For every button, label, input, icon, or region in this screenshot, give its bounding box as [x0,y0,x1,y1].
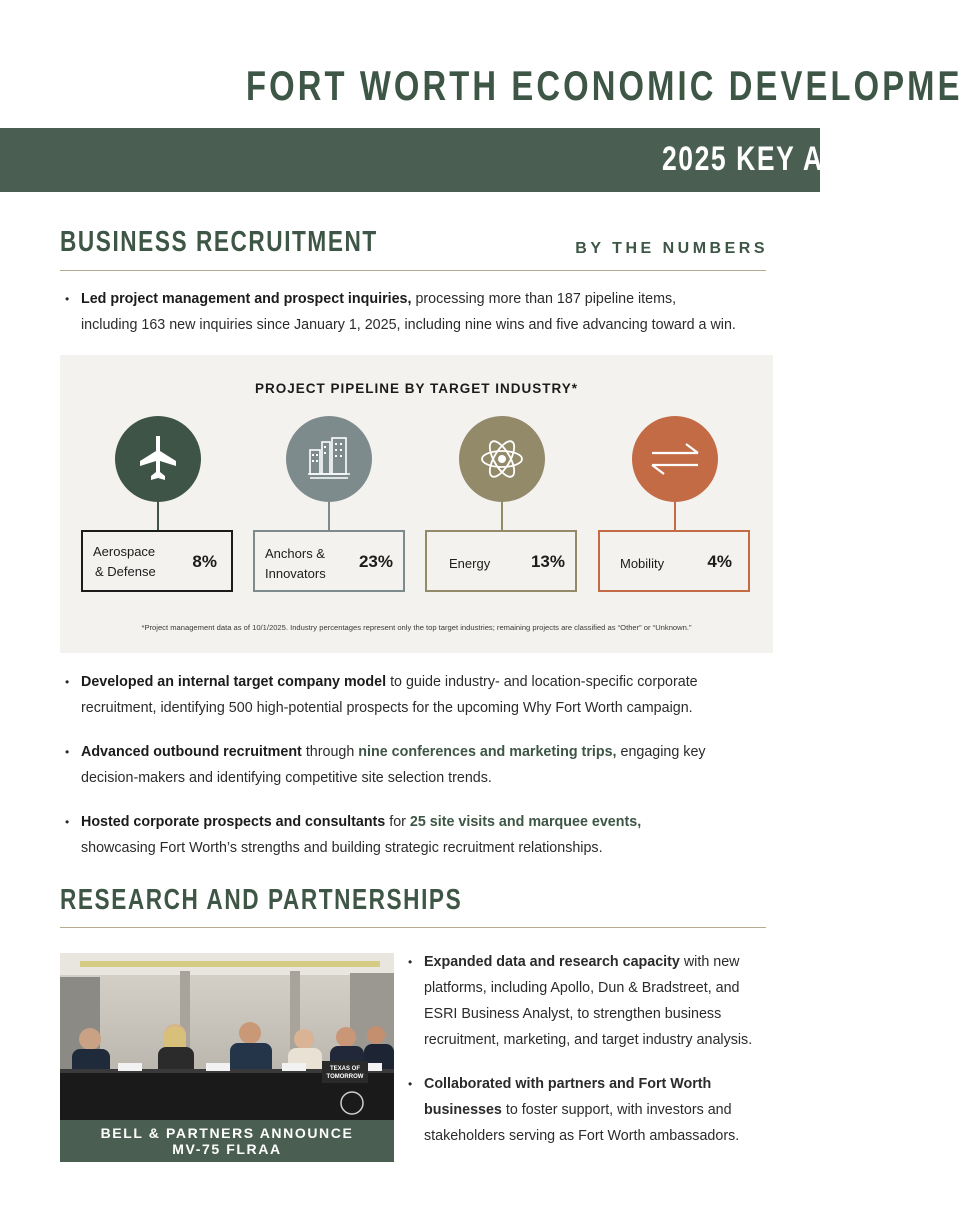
pipeline-footnote: *Project management data as of 10/1/2025. Industry percentages represent only the top target industries; remaining projects are classified as “Other” or “Unknown.” [141,623,692,632]
bullet-data-research: • Expanded data and research capacity with new platforms, including Apollo, Dun & Bradstreet, and ESRI Business Analyst, to strengthen business recruitment, marketing, and target industry analysis. [424,949,769,1053]
energy-card [425,530,577,592]
anchors-value: 23% [358,552,393,571]
business-recruitment-heading: BUSINESS RECRUITMENT [60,226,378,258]
section-divider [60,270,766,271]
by-the-numbers-label: BY THE NUMBERS [575,240,768,257]
pipeline-title: PROJECT PIPELINE BY TARGET INDUSTRY* [254,381,579,396]
energy-label: Energy [449,556,491,571]
aerospace-label: Aerospace & Defense [93,544,156,579]
mobility-stem [674,502,676,530]
mobility-label: Mobility [620,556,665,571]
mobility-card [598,530,750,592]
anchors-stem [328,502,330,530]
mobility-value: 4% [707,552,732,571]
event-photo [60,953,394,1162]
research-partnerships-heading: RESEARCH AND PARTNERSHIPS [60,884,463,916]
aerospace-circle [115,416,201,502]
banner-title: 2025 KEY ACC [662,140,865,178]
anchors-card [253,530,405,592]
anchors-label: Anchors & Innovators [265,546,326,581]
aerospace-stem [157,502,159,530]
aerospace-value: 8% [192,552,217,571]
section-divider [60,927,766,928]
energy-stem [501,502,503,530]
city-buildings-icon [286,416,372,502]
mobility-circle [632,416,718,502]
bullet-project-management: • Led project management and prospect inquiries, processing more than 187 pipeline items, including 163 new inquiries since January 1, 2025, including nine wins and five advancing toward a win. [81,286,781,338]
energy-circle [459,416,545,502]
bullet-collaborated-partners: • Collaborated with partners and Fort Worth businesses to foster support, with investors and stakeholders serving as Fort Worth ambassadors. [424,1071,769,1149]
bullet-outbound-recruitment: • Advanced outbound recruitment through nine conferences and marketing trips, engaging key decision-makers and identifying competitive site selection trends. [81,739,781,791]
svg-text:TOMORROW: TOMORROW [326,1074,364,1080]
bullet-target-model: • Developed an internal target company model to guide industry- and location-specific corporate recruitment, identifying 500 high-potential prospects for the upcoming Why Fort Worth campaign. [81,669,781,721]
aerospace-card [81,530,233,592]
photo-caption: BELL & PARTNERS ANNOUNCE MV-75 FLRAA [60,1120,394,1162]
header-banner [0,128,865,192]
arrows-exchange-icon [632,416,718,502]
svg-text:TEXAS OF: TEXAS OF [329,1066,361,1072]
pipeline-panel [60,355,773,653]
anchors-circle [286,416,372,502]
energy-value: 13% [530,552,565,571]
airplane-icon [115,416,201,502]
page-title: FORT WORTH ECONOMIC DEVELOPME [246,62,963,109]
bullet-hosted-prospects: • Hosted corporate prospects and consultants for 25 site visits and marquee events, showcasing Fort Worth’s strengths and building strategic recruitment relationships. [81,809,781,861]
atom-icon [459,416,545,502]
